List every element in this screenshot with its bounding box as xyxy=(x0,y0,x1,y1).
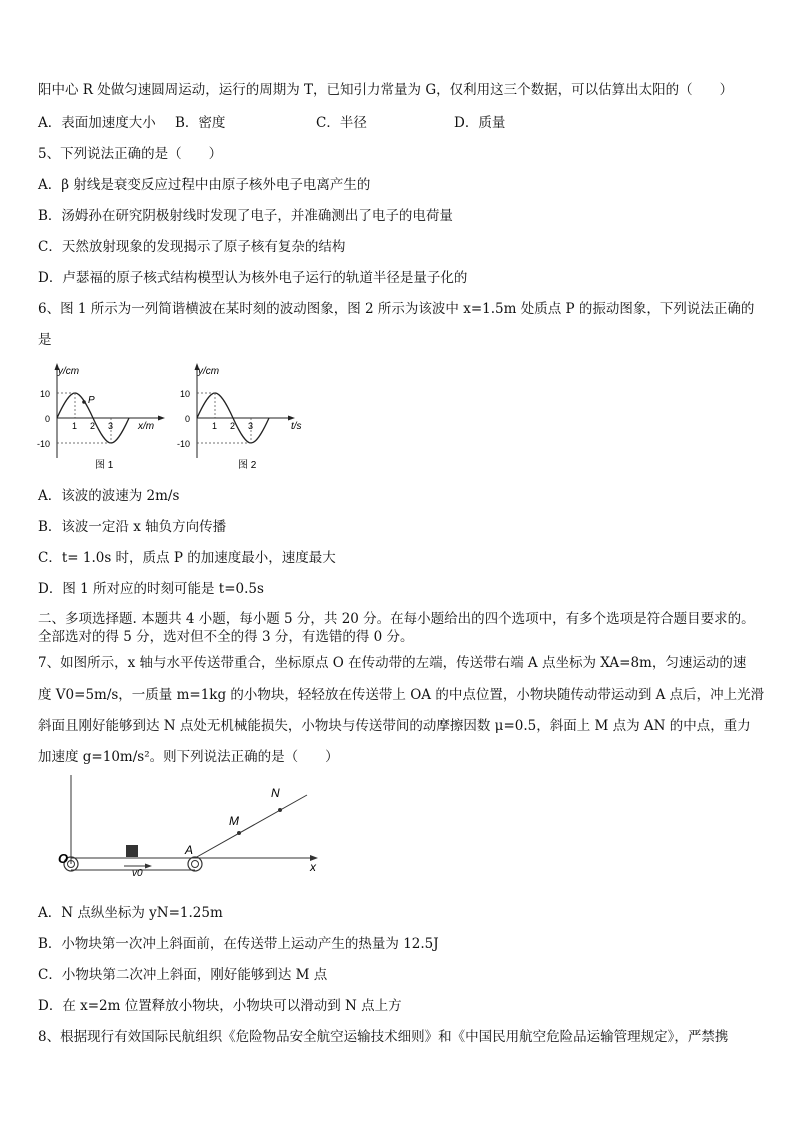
q5-option-c: C．天然放射现象的发现揭示了原子核有复杂的结构 xyxy=(38,239,346,255)
q7-point-m-label: M xyxy=(229,814,239,828)
fig2-caption: 图 2 xyxy=(238,460,257,471)
q7-velocity-label: v0 xyxy=(132,868,143,879)
fig1-tick-y-0: 0 xyxy=(45,414,51,424)
fig1-tick-x-3: 3 xyxy=(108,421,114,431)
fig1-point-label: P xyxy=(88,395,95,406)
q4-option-c: C．半径 xyxy=(316,115,367,131)
q5-option-d: D．卢瑟福的原子核式结构模型认为核外电子运行的轨道半径是量子化的 xyxy=(38,270,468,286)
section2-heading-line2: 全部选对的得 5 分，选对但不全的得 3 分，有选错的得 0 分。 xyxy=(38,629,414,645)
q7-stem-line3: 斜面且刚好能够到达 N 点处无机械能损失，小物块与传送带间的动摩擦因数 μ=0.5，斜面上 M 点为 AN 的中点，重力 xyxy=(38,718,751,734)
q7-x-label: x xyxy=(310,860,316,874)
q7-origin-label: O xyxy=(58,851,69,866)
q7-option-d: D．在 x=2m 位置释放小物块，小物块可以滑动到 N 点上方 xyxy=(38,998,402,1014)
q6-option-d: D．图 1 所对应的时刻可能是 t=0.5s xyxy=(38,581,264,597)
q4-stem-tail: 阳中心 R 处做匀速圆周运动，运行的周期为 T，已知引力常量为 G，仅利用这三个数据，可以估算出太阳的（ ） xyxy=(38,82,734,98)
fig2-tick-y-10: 10 xyxy=(180,389,191,399)
q7-figure xyxy=(52,772,342,884)
q5-stem: 5、下列说法正确的是（ ） xyxy=(38,146,223,162)
section2-heading-line1: 二、多项选择题. 本题共 4 小题，每小题 5 分，共 20 分。在每小题给出的四个选项中，有多个选项是符合题目要求的。 xyxy=(38,611,755,627)
q7-point-a-label: A xyxy=(185,843,194,857)
q7-point-n-label: N xyxy=(271,786,280,800)
fig1-caption: 图 1 xyxy=(95,460,114,471)
q6-figure-1 xyxy=(34,362,174,474)
point-n xyxy=(278,808,282,812)
fig1-tick-x-1: 1 xyxy=(72,421,78,431)
fig2-tick-x-1: 1 xyxy=(212,421,218,431)
q6-stem-line2: 是 xyxy=(38,332,52,348)
q7-option-a: A．N 点纵坐标为 yN=1.25m xyxy=(38,905,223,921)
q7-option-c: C．小物块第二次冲上斜面，刚好能够到达 M 点 xyxy=(38,967,328,983)
fig1-tick-y-neg10: -10 xyxy=(37,439,51,449)
fig2-y-label: y/cm xyxy=(198,366,220,377)
q6-option-b: B．该波一定沿 x 轴负方向传播 xyxy=(38,519,227,535)
q6-option-a: A．该波的波速为 2m/s xyxy=(38,488,180,504)
q7-stem-line2: 度 V0=5m/s，一质量 m=1kg 的小物块，轻轻放在传送带上 OA 的中点位置，小物块随传动带运动到 A 点后，冲上光滑 xyxy=(38,687,765,703)
q7-stem-line1: 7、如图所示，x 轴与水平传送带重合，坐标原点 O 在传动带的左端，传送带右端 A 点坐标为 XA=8m，匀速运动的速 xyxy=(38,655,747,671)
q8-stem-line1: 8、根据现行有效国际民航组织《危险物品安全航空运输技术细则》和《中国民用航空危险品运输管理规定》，严禁携 xyxy=(38,1029,729,1045)
fig2-tick-y-neg10: -10 xyxy=(177,439,191,449)
q4-option-a: A．表面加速度大小 xyxy=(38,115,156,131)
q5-option-b: B．汤姆孙在研究阴极射线时发现了电子，并准确测出了电子的电荷量 xyxy=(38,208,453,224)
fig2-tick-x-2: 2 xyxy=(230,421,236,431)
right-roller xyxy=(188,857,202,871)
small-block xyxy=(126,845,138,857)
fig1-tick-y-10: 10 xyxy=(40,389,51,399)
fig1-x-label: x/m xyxy=(138,421,155,432)
q6-figure-2 xyxy=(174,362,314,474)
fig1-y-label: y/cm xyxy=(58,366,80,377)
q6-option-c: C．t= 1.0s 时，质点 P 的加速度最小，速度最大 xyxy=(38,550,336,566)
q5-option-a: A．β 射线是衰变反应过程中由原子核外电子电离产生的 xyxy=(38,177,371,193)
point-m xyxy=(237,831,241,835)
fig2-x-label: t/s xyxy=(291,421,302,432)
q6-stem-line1: 6、图 1 所示为一列简谐横波在某时刻的波动图象，图 2 所示为该波中 x=1.5m 处质点 P 的振动图象，下列说法正确的 xyxy=(38,301,755,317)
fig2-tick-y-0: 0 xyxy=(185,414,191,424)
point-p xyxy=(82,400,86,404)
q7-stem-line4: 加速度 g=10m/s²。则下列说法正确的是（ ） xyxy=(38,749,339,765)
q4-options xyxy=(38,114,505,132)
q7-option-b: B．小物块第一次冲上斜面前，在传送带上运动产生的热量为 12.5J xyxy=(38,936,439,952)
q4-option-b: B．密度 xyxy=(175,115,226,131)
fig2-tick-x-3: 3 xyxy=(248,421,254,431)
fig1-tick-x-2: 2 xyxy=(90,421,96,431)
q4-option-d: D．质量 xyxy=(454,115,506,131)
